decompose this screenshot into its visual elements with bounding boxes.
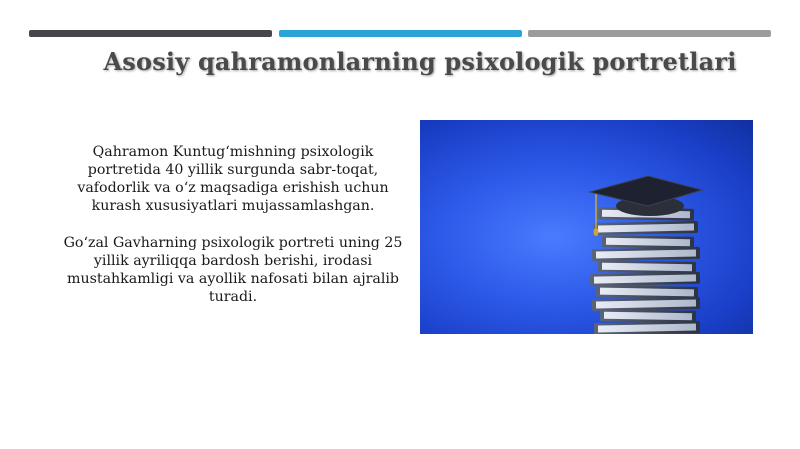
paragraph-kuntugmish: Qahramon Kuntug‘mishning psixologik portretida 40 yillik surgunda sabr-toqat, vafodorlik va o‘z maqsadiga erishish uchun kurash xususiyatlari mujassamlashgan. — [77, 144, 389, 214]
header-bar-blue — [279, 30, 522, 37]
book — [602, 235, 694, 249]
header-bar-dark — [29, 30, 272, 37]
paragraph-gavhar: Go‘zal Gavharning psixologik portreti uning 25 yillik ayriliqqa bardosh berishi, irodasi mustahkamligi va ayollik nafosati bilan ajralib turadi. — [63, 235, 403, 305]
slide-body-text — [60, 143, 406, 325]
book — [594, 221, 698, 235]
book — [600, 309, 696, 323]
books-stack-illustration — [420, 120, 753, 334]
book — [594, 321, 700, 334]
book-stack — [590, 207, 700, 334]
slide-title: Asosiy qahramonlarning psixologik portretlari — [103, 47, 737, 76]
book — [592, 297, 700, 311]
book — [590, 272, 700, 286]
header-bar-gray — [528, 30, 771, 37]
book — [598, 260, 696, 274]
books-graduation-cap-image — [420, 120, 753, 334]
book — [596, 285, 698, 299]
book — [592, 247, 700, 261]
